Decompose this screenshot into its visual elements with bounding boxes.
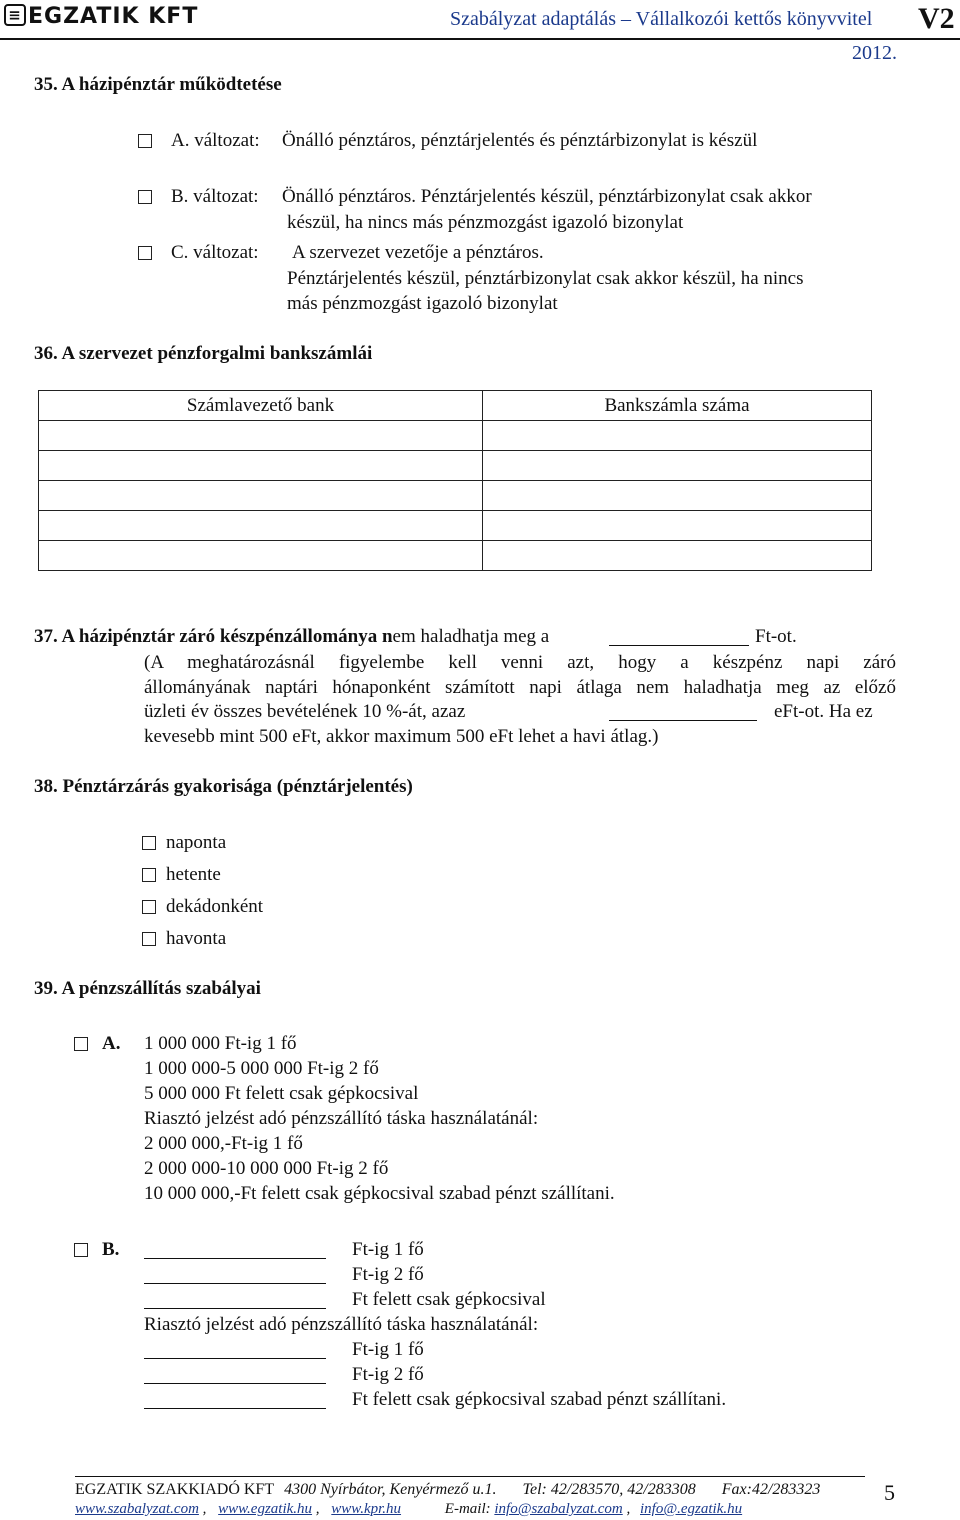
footer-web-link-3[interactable]: www.kpr.hu [331,1501,402,1517]
section-37-note-line-4: kevesebb mint 500 eFt, akkor maximum 500 eFt lehet a havi átlag.) [144,726,659,747]
transport-b-label: B. [102,1239,120,1260]
section-39-heading: 39. A pénzszállítás szabályai [34,978,261,999]
bank-accounts-table [38,390,872,571]
account-number-cell[interactable] [483,481,872,511]
section-37-note-line-2: állományának naptári hónaponként számított napi átlaga nem haladhatja meg az előző [144,677,896,698]
footer-address: 4300 Nyírbátor, Kenyérmező u.1. [284,1481,497,1498]
frequency-decade-label: dekádonként [166,896,264,917]
footer-divider [75,1476,865,1477]
footer-contact-line [75,1481,820,1499]
option-a-checkbox[interactable] [138,134,152,148]
footer-web-link-1[interactable]: www.szabalyzat.com [75,1501,199,1517]
section-37-heading-bold: 37. A házipénztár záró készpénzállománya n [34,626,393,647]
transport-b-amount-blank[interactable] [144,1265,326,1284]
footer-email-link-2[interactable]: info@.egzatik.hu [640,1501,743,1517]
transport-b-amount-blank[interactable] [144,1340,326,1359]
option-a-label: A. változat: [171,130,260,151]
footer-company: EGZATIK SZAKKIADÓ KFT [75,1481,275,1498]
transport-b-line: Ft-ig 1 fő [352,1239,424,1260]
table-row [39,421,872,451]
frequency-monthly-checkbox[interactable] [142,932,156,946]
option-c-text-3: más pénzmozgást igazoló bizonylat [287,293,558,314]
transport-a-line: 10 000 000,-Ft felett csak gépkocsival szabad pénzt szállítani. [144,1183,615,1204]
section-37-note-line-3b: eFt-ot. Ha ez [774,701,873,722]
transport-a-line: 2 000 000-10 000 000 Ft-ig 2 fő [144,1158,389,1179]
transport-b-line: Ft felett csak gépkocsival [352,1289,546,1310]
bank-name-cell[interactable] [39,511,483,541]
transport-b-amount-blank[interactable] [144,1390,326,1409]
option-c-text-2: Pénztárjelentés készül, pénztárbizonylat csak akkor készül, ha nincs [287,268,804,289]
account-number-column-header: Bankszámla száma [483,391,872,421]
frequency-daily-label: naponta [166,832,227,853]
transport-b-line: Ft-ig 2 fő [352,1264,424,1285]
section-37-note-line-1: (A meghatározásnál figyelembe kell venni azt, hogy a készpénz napi záró [144,652,896,673]
section-38-heading: 38. Pénztárzárás gyakorisága (pénztárjelentés) [34,776,413,797]
logo-text: EGZATIK KFT [28,4,199,29]
transport-a-line: Riasztó jelzést adó pénzszállító táska használatánál: [144,1108,539,1129]
account-number-cell[interactable] [483,511,872,541]
transport-a-line: 1 000 000 Ft-ig 1 fő [144,1033,297,1054]
transport-a-checkbox[interactable] [74,1037,88,1051]
version-label: V2 [918,2,955,35]
frequency-daily-checkbox[interactable] [142,836,156,850]
table-row [39,541,872,571]
table-row [39,511,872,541]
transport-b-line: Ft-ig 1 fő [352,1339,424,1360]
bank-name-column-header: Számlavezető bank [39,391,483,421]
table-header-row [39,391,872,421]
option-b-label: B. változat: [171,186,259,207]
section-37-heading [34,625,549,649]
company-logo [4,4,198,29]
bank-name-cell[interactable] [39,481,483,511]
transport-b-line: Riasztó jelzést adó pénzszállító táska használatánál: [144,1314,539,1335]
bank-name-cell[interactable] [39,421,483,451]
footer-email-label: E-mail: [444,1501,491,1517]
option-c-checkbox[interactable] [138,246,152,260]
transport-b-checkbox[interactable] [74,1243,88,1257]
transport-b-line: Ft felett csak gépkocsival szabad pénzt szállítani. [352,1389,727,1410]
footer-web-link-2[interactable]: www.egzatik.hu [218,1501,313,1517]
page-number: 5 [884,1480,895,1505]
account-number-cell[interactable] [483,541,872,571]
cash-limit-blank[interactable] [609,627,749,646]
footer-email-link-1[interactable]: info@szabalyzat.com [494,1501,623,1517]
footer-links-line: www.szabalyzat.com , www.egzatik.hu , www.kpr.hu E-mail: info@szabalyzat.com , info@.egzatik.hu [75,1501,743,1517]
footer-fax: Fax:42/283323 [721,1481,821,1498]
section-35-heading: 35. A házipénztár működtetése [34,74,282,95]
option-c-text-1: A szervezet vezetője a pénztáros. [292,242,544,263]
header-divider [0,38,960,40]
document-year: 2012. [852,42,897,64]
transport-a-line: 5 000 000 Ft felett csak gépkocsival [144,1083,419,1104]
logo-mark-icon: ≡ [4,4,26,26]
cash-limit-unit: Ft-ot. [755,626,797,647]
table-row [39,451,872,481]
transport-b-amount-blank[interactable] [144,1365,326,1384]
transport-b-amount-blank[interactable] [144,1240,326,1259]
footer-tel: Tel: 42/283570, 42/283308 [522,1481,696,1498]
option-b-text-1: Önálló pénztáros. Pénztárjelentés készül, pénztárbizonylat csak akkor [282,186,812,207]
bank-name-cell[interactable] [39,451,483,481]
transport-a-label: A. [102,1033,121,1054]
transport-b-amount-blank[interactable] [144,1290,326,1309]
section-37-note-line-3a: üzleti év összes bevételének 10 %-át, azaz [144,701,466,722]
table-row [39,481,872,511]
section-36-heading: 36. A szervezet pénzforgalmi bankszámlái [34,343,373,364]
account-number-cell[interactable] [483,421,872,451]
option-c-label: C. változat: [171,242,259,263]
efts-amount-blank[interactable] [609,702,757,721]
document-title: Szabályzat adaptálás – Vállalkozói kettős könyvvitel [450,8,873,30]
frequency-decade-checkbox[interactable] [142,900,156,914]
transport-a-line: 2 000 000,-Ft-ig 1 fő [144,1133,303,1154]
frequency-weekly-label: hetente [166,864,221,885]
transport-a-line: 1 000 000-5 000 000 Ft-ig 2 fő [144,1058,379,1079]
frequency-monthly-label: havonta [166,928,227,949]
frequency-weekly-checkbox[interactable] [142,868,156,882]
option-a-text: Önálló pénztáros, pénztárjelentés és pénztárbizonylat is készül [282,130,758,151]
option-b-text-2: készül, ha nincs más pénzmozgást igazoló bizonylat [287,212,684,233]
transport-b-line: Ft-ig 2 fő [352,1364,424,1385]
option-b-checkbox[interactable] [138,190,152,204]
account-number-cell[interactable] [483,451,872,481]
section-37-heading-rest: em haladhatja meg a [392,626,550,647]
bank-name-cell[interactable] [39,541,483,571]
